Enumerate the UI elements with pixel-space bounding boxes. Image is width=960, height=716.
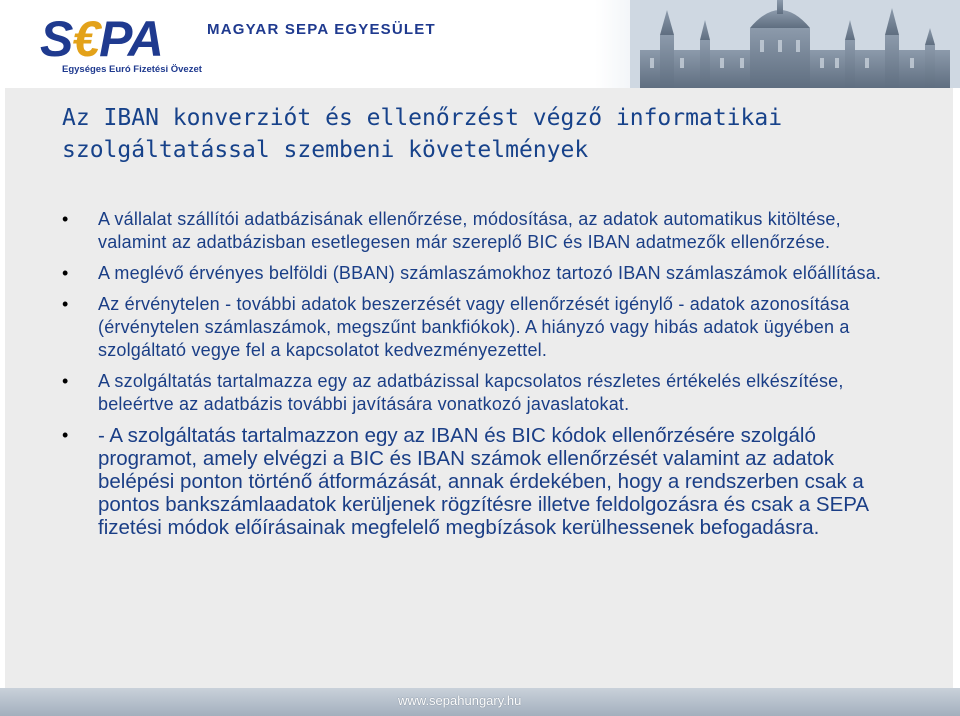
list-item <box>62 424 902 539</box>
bullet-icon: • <box>62 209 69 229</box>
footer-website-url: www.sepahungary.hu <box>398 693 522 708</box>
slide-content <box>5 88 953 688</box>
logo-letters-pa: PA <box>99 11 163 67</box>
sepa-logo <box>40 11 202 76</box>
bullet-list <box>62 208 902 547</box>
euro-icon: € <box>72 11 100 67</box>
slide-title: Az IBAN konverziót és ellenőrzést végző informatikai szolgáltatással szembeni követelmények <box>62 105 783 163</box>
list-item <box>62 262 902 285</box>
list-item <box>62 208 902 254</box>
bullet-icon: • <box>62 263 69 283</box>
list-item <box>62 293 902 362</box>
bullet-text: A meglévő érvényes belföldi (BBAN) számlaszámokhoz tartozó IBAN számlaszámok előállítása. <box>98 263 882 283</box>
organization-name: MAGYAR SEPA EGYESÜLET <box>207 21 436 38</box>
logo-letter-s: S <box>40 11 73 67</box>
bullet-text: Az érvénytelen - további adatok beszerzését vagy ellenőrzését igénylő - adatok azonosítása (érvénytelen számlaszámok, megszűnt bankfiókok). A hiányzó vagy hibás adatok ügyében a szolgáltató vegye fel a kapcsolatot kedvezményezettel. <box>98 294 850 360</box>
bullet-icon: • <box>62 425 69 445</box>
footer-bar <box>0 688 960 716</box>
logo-wordmark <box>40 11 163 67</box>
bullet-icon: • <box>62 371 69 391</box>
bullet-text: - A szolgáltatás tartalmazzon egy az IBAN és BIC kódok ellenőrzésére szolgáló programot, amely elvégzi a BIC és IBAN számok ellenőrzését valamint az adatok belépési ponton történő átformázását, annak érdekében, hogy a rendszerben csak a pontos bankszámlaadatok kerüljenek rögzítésre illetve feldolgozásra és csak a SEPA fizetési módok előírásainak megfelelő megbízások kerülhessenek befogadásra. <box>98 424 868 539</box>
list-item <box>62 370 902 416</box>
parliament-skyline-image <box>630 0 960 88</box>
bullet-text: A szolgáltatás tartalmazza egy az adatbázissal kapcsolatos részletes értékelés elkészítése, beleértve az adatbázis további javítására vonatkozó javaslatokat. <box>98 371 844 414</box>
header-banner <box>0 0 960 88</box>
bullet-text: A vállalat szállítói adatbázisának ellenőrzése, módosítása, az adatok automatikus kitöltése, valamint az adatbázisban esetlegesen már szereplő BIC és IBAN adatmezők ellenőrzése. <box>98 209 841 252</box>
bullet-icon: • <box>62 294 69 314</box>
logo-subtitle: Egységes Euró Fizetési Övezet <box>62 64 202 75</box>
